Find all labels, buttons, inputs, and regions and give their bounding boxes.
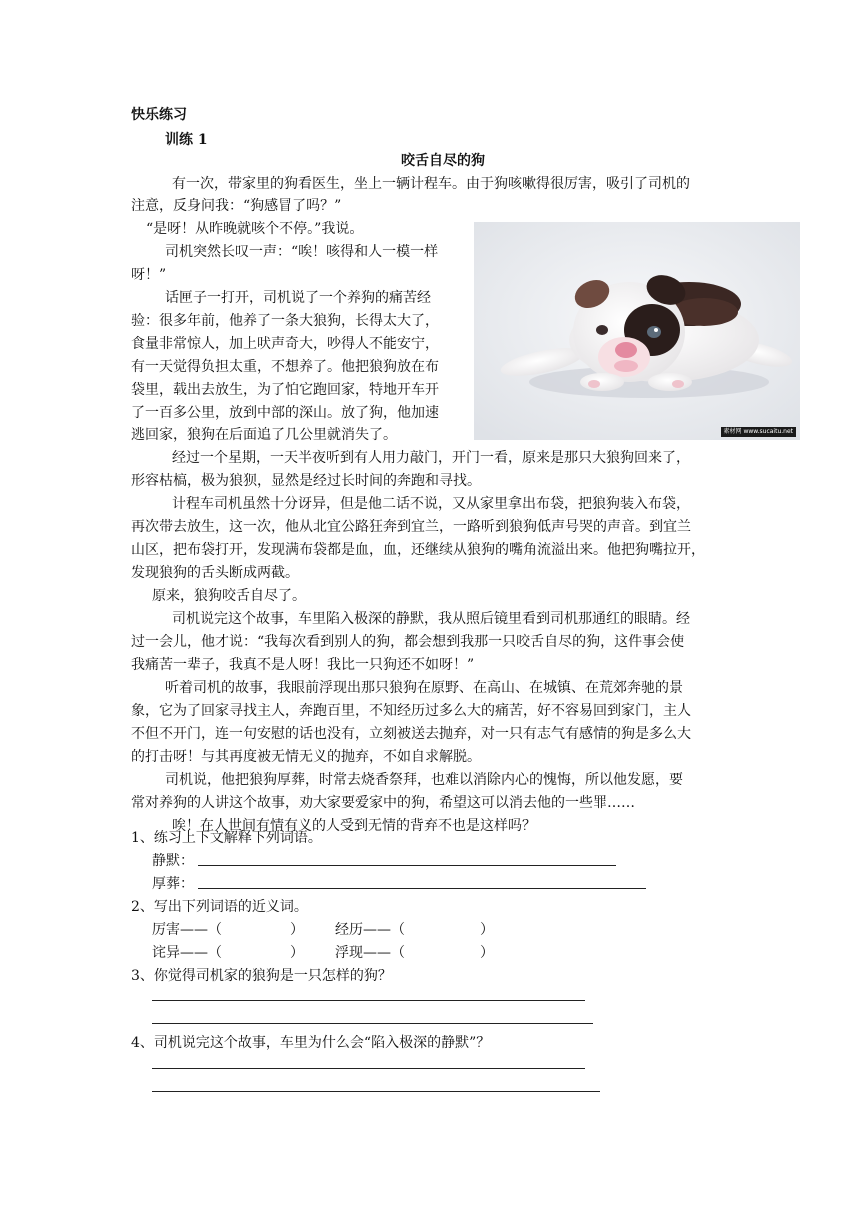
synonym-lihai: 厉害——（: [152, 922, 222, 938]
photo-watermark: 素材网 www.sucaitu.net: [721, 427, 796, 437]
answer-line[interactable]: [152, 1091, 600, 1092]
story-line: “是呀！从昨晚就咳个不停。”我说。: [146, 221, 364, 237]
question-1: 1、练习上下文解释下列词语。: [131, 830, 322, 846]
story-line: 计程车司机虽然十分讶异，但是他二话不说，又从家里拿出布袋，把狼狗装入布袋，: [172, 496, 690, 512]
question-4: 4、司机说完这个故事，车里为什么会“陷入极深的静默”？: [131, 1035, 491, 1051]
story-line: 常对养狗的人讲这个故事，劝大家要爱家中的狗，希望这可以消去他的一些罪……: [131, 795, 635, 811]
paren-close: ）: [480, 922, 494, 938]
story-line: 再次带去放生，这一次，他从北宜公路狂奔到宜兰，一路听到狼狗低声号哭的声音。到宜兰: [131, 519, 691, 535]
story-line: 袋里，载出去放生，为了怕它跑回家，特地开车开: [131, 382, 439, 398]
answer-line[interactable]: [198, 865, 616, 866]
story-line: 原来，狼狗咬舌自尽了。: [152, 588, 306, 604]
answer-line[interactable]: [152, 1000, 585, 1001]
story-line: 有一次，带家里的狗看医生，坐上一辆计程车。由于狗咳嗽得很厉害，吸引了司机的: [172, 176, 690, 192]
story-line: 山区，把布袋打开，发现满布袋都是血，血，还继续从狼狗的嘴角流溢出来。他把狗嘴拉开，: [131, 542, 705, 558]
term-houzang: 厚葬：: [152, 876, 194, 892]
story-line: 过一会儿，他才说：“我每次看到别人的狗，都会想到我那一只咬舌自尽的狗，这件事会使: [131, 634, 685, 650]
answer-line[interactable]: [152, 1068, 585, 1069]
story-line: 经过一个星期，一天半夜听到有人用力敲门，开门一看，原来是那只大狼狗回来了，: [172, 450, 690, 466]
story-line: 象，它为了回家寻找主人，奔跑百里，不知经历过多么大的痛苦，好不容易回到家门，主人: [131, 703, 691, 719]
answer-line[interactable]: [152, 1023, 593, 1024]
story-line: 食量非常惊人，加上吠声奇大，吵得人不能安宁，: [131, 336, 439, 352]
term-jingmo: 静默：: [152, 853, 194, 869]
story-line: 呀！”: [131, 267, 167, 283]
story-line: 发现狼狗的舌头断成两截。: [131, 565, 299, 581]
synonym-jingli: 经历——（: [335, 922, 405, 938]
story-line: 形容枯槁，极为狼狈，显然是经过长时间的奔跑和寻找。: [131, 473, 481, 489]
story-line: 司机突然长叹一声：“唉！咳得和人一模一样: [165, 244, 439, 260]
paren-close: ）: [290, 922, 304, 938]
story-line: 司机说完这个故事，车里陷入极深的静默，我从照后镜里看到司机那通红的眼睛。经: [172, 611, 690, 627]
story-title: 咬舌自尽的狗: [401, 153, 485, 169]
question-3: 3、你觉得司机家的狼狗是一只怎样的狗？: [131, 968, 392, 984]
story-line: 唉！在人世间有情有义的人受到无情的背弃不也是这样吗？: [172, 818, 536, 834]
section-title: 快乐练习: [131, 107, 187, 123]
story-line: 不但不开门，连一句安慰的话也没有，立刻被送去抛弃，对一只有志气有感情的狗是多么大: [131, 726, 691, 742]
story-line: 注意，反身问我：“狗感冒了吗？”: [131, 198, 342, 214]
story-line: 我痛苦一辈子，我真不是人呀！我比一只狗还不如呀！”: [131, 657, 475, 673]
story-line: 有一天觉得负担太重，不想养了。他把狼狗放在布: [131, 359, 439, 375]
story-line: 听着司机的故事，我眼前浮现出那只狼狗在原野、在高山、在城镇、在荒郊奔驰的景: [165, 680, 683, 696]
paren-close: ）: [480, 945, 494, 961]
story-line: 验：很多年前，他养了一条大狼狗，长得太大了，: [131, 313, 439, 329]
question-2: 2、写出下列词语的近义词。: [131, 899, 308, 915]
story-line: 了一百多公里，放到中部的深山。放了狗，他加速: [131, 405, 439, 421]
story-line: 司机说，他把狼狗厚葬，时常去烧香祭拜，也难以消除内心的愧悔，所以他发愿，要: [165, 772, 683, 788]
story-line: 逃回家，狼狗在后面追了几公里就消失了。: [131, 427, 397, 443]
exercise-subtitle: 训练 1: [165, 132, 208, 148]
paren-close: ）: [290, 945, 304, 961]
synonym-chayi: 诧异——（: [152, 945, 222, 961]
puppy-illustration: [474, 222, 800, 440]
story-line: 话匣子一打开，司机说了一个养狗的痛苦经: [165, 290, 431, 306]
synonym-fuxian: 浮现——（: [335, 945, 405, 961]
puppy-photo: [474, 222, 800, 440]
answer-line[interactable]: [198, 888, 646, 889]
story-line: 的打击呀！与其再度被无情无义的抛弃，不如自求解脱。: [131, 749, 481, 765]
